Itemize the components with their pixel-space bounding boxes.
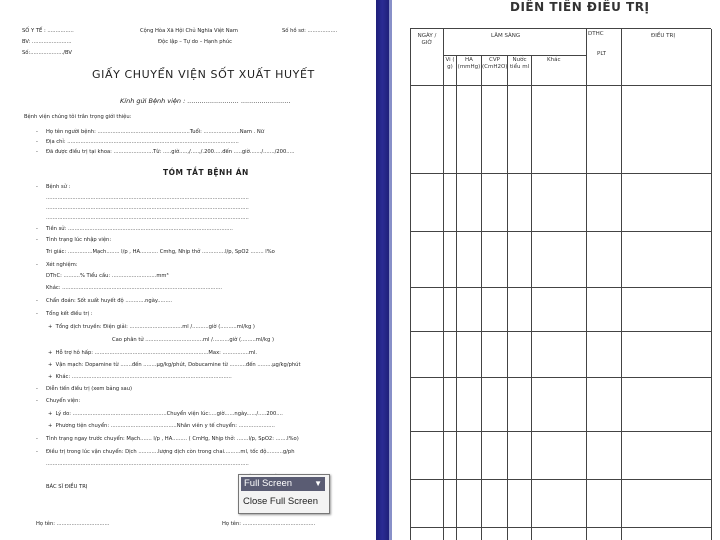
recipient-line: Kính gửi Bệnh viện : ......................... ........................: [120, 97, 291, 105]
admission-status: - Tình trạng lúc nhập viện:: [46, 237, 111, 244]
treatment-dates-line: - Đã được điều trị tại khoa: ........................Từ: .....giờ.....,/.....,/.200.....đến .....giờ......./......./200.....: [46, 149, 295, 156]
address-line: - Địa chỉ: ........................................................................................................: [46, 139, 239, 146]
past-history: - Tiền sử: ....................................................................................................: [46, 226, 233, 233]
fullscreen-selected: Full Screen: [244, 478, 293, 489]
col-clinical: LÂM SÀNG: [491, 33, 521, 39]
other-line: Khác: .................................................................................................: [46, 285, 223, 291]
intro-text: Bệnh viện chúng tôi trân trọng giới thiệu:: [24, 114, 132, 120]
medical-history: - Bệnh sử :: [46, 184, 70, 191]
transport-text: Phương tiện chuyển: ........................................Nhân viên y tế chuyển: ......................: [55, 423, 275, 429]
sub-cvp: CVP (CmH2O): [482, 57, 508, 70]
vasopressor-text: Vận mạch: Dopamine từ .......đến ........µg/kg/phút, Dobucamine từ ..........đến .........µg/kg/phút: [55, 362, 301, 368]
other-treatment-line: + Khác: .................................................................................................: [48, 374, 232, 380]
close-fullscreen-option[interactable]: Close Full Screen: [243, 496, 318, 507]
col-treatment: ĐIỀU TRỊ: [651, 33, 675, 39]
fullscreen-dropdown[interactable]: [241, 477, 325, 491]
progress-title: DIỄN TIẾN ĐIỀU TRỊ: [510, 0, 650, 14]
other-treatment-text: Khác: .................................................................................................: [55, 374, 232, 380]
dropdown-arrow-icon: ▼: [314, 479, 322, 488]
fluid-line: + Tổng dịch truyền: Điện giải: ................................ml /..........giờ (..........ml/kg ): [48, 324, 255, 330]
dots-line: ...........................................................................................................................: [46, 195, 249, 201]
sub-other: Khác: [547, 57, 561, 63]
respiratory-text: Hỗ trợ hô hấp: .....................................................................Max: ................ml.: [55, 350, 258, 356]
staff-name-line: Họ tên: ............................................: [222, 521, 316, 527]
dots-line: ...........................................................................................................................: [46, 461, 249, 467]
col-date-time: NGÀY / GIỜ: [417, 33, 437, 46]
in-transit-treatment: - Điều trị trong lúc vận chuyển: Dịch ............lượng dịch còn trong chai..........ml, tốc độ..........g/ph: [46, 449, 295, 456]
header-center-2: Độc lập – Tự do – Hạnh phúc: [158, 39, 232, 45]
vasopressor-line: + Vận mạch: Dopamine từ .......đến ........µg/kg/phút, Dobucamine từ ..........đến .........µg/kg/phút: [48, 362, 301, 368]
transport-line: + Phương tiện chuyển: ........................................Nhân viên y tế chuyển: ......................: [48, 423, 275, 429]
colloid-line: Cao phân tử ...................................ml /..........giờ (.........ml/kg ): [112, 337, 275, 343]
sub-pulse: Vi ( g): [445, 57, 455, 70]
page-divider: [376, 0, 392, 540]
col-dthc: DTHC: [588, 31, 604, 37]
fluid-text: Tổng dịch truyền: Điện giải: ................................ml /..........giờ (..........ml/kg ): [55, 324, 255, 330]
header-left-1: SỐ Y TẾ : ................: [22, 28, 74, 34]
reason-text: Lý do: .........................................................Chuyển viện lúc:....giờ......ngày....../.....200....: [55, 411, 283, 417]
treatment-summary: - Tổng kết điều trị :: [46, 311, 92, 318]
header-center-1: Cộng Hòa Xã Hội Chủ Nghĩa Việt Nam: [140, 28, 238, 34]
dots-line: ...........................................................................................................................: [46, 215, 249, 221]
consciousness-line: Tri giác: ...............Mạch........ l/p , HA........... Cmhg, Nhịp thở ..............l/p, SpO2 ........ l%o: [46, 249, 275, 255]
col-dthc-plt: PLT: [597, 51, 606, 57]
header-left-2: BV: ........................: [22, 39, 72, 45]
document-title: GIẤY CHUYỂN VIỆN SỐT XUẤT HUYẾT: [92, 68, 315, 81]
patient-name-line: - Họ tên người bệnh: ........................................................Tuổi: ......................Nam . Nữ: [46, 129, 264, 136]
sub-bp: HA (mmHg): [457, 57, 481, 70]
transfer-section: - Chuyển viện:: [46, 398, 80, 405]
respiratory-line: + Hỗ trợ hô hấp: .....................................................................Max: ................ml.: [48, 350, 258, 356]
header-left-3: Số:..................../BV: [22, 50, 72, 56]
dots-line: ...........................................................................................................................: [46, 205, 249, 211]
hematocrit-line: DThC: ..........% Tiểu cầu: ...........................mm³: [46, 273, 169, 279]
sub-urine: Nước tiểu ml: [509, 57, 530, 70]
file-number: Số hồ sơ: ..................: [282, 28, 338, 34]
doctor-name-line: Họ tên: ................................: [36, 521, 110, 527]
treatment-progress-note: - Diễn tiến điều trị (xem bảng sau): [46, 386, 132, 393]
doctor-label: BÁC SĨ ĐIỀU TRỊ: [46, 484, 88, 490]
summary-title: TÓM TẮT BỆNH ÁN: [163, 168, 249, 177]
lab-tests: - Xét nghiệm:: [46, 262, 78, 269]
reason-line: + Lý do: .........................................................Chuyển viện lúc:....giờ......ngày....../.....200....: [48, 411, 283, 417]
diagnosis-line: - Chẩn đoán: Sốt xuất huyết độ ............ngày.........: [46, 298, 172, 305]
pre-transfer-status: - Tình trạng ngay trước chuyển: Mạch....... l/p , HA......... ( CmHg, Nhịp thở: .......l/p, SpO2: .......l%o): [46, 436, 299, 443]
fullscreen-menu: [238, 474, 330, 514]
progress-table: [410, 28, 711, 540]
treatment-progress-page: [392, 0, 720, 540]
